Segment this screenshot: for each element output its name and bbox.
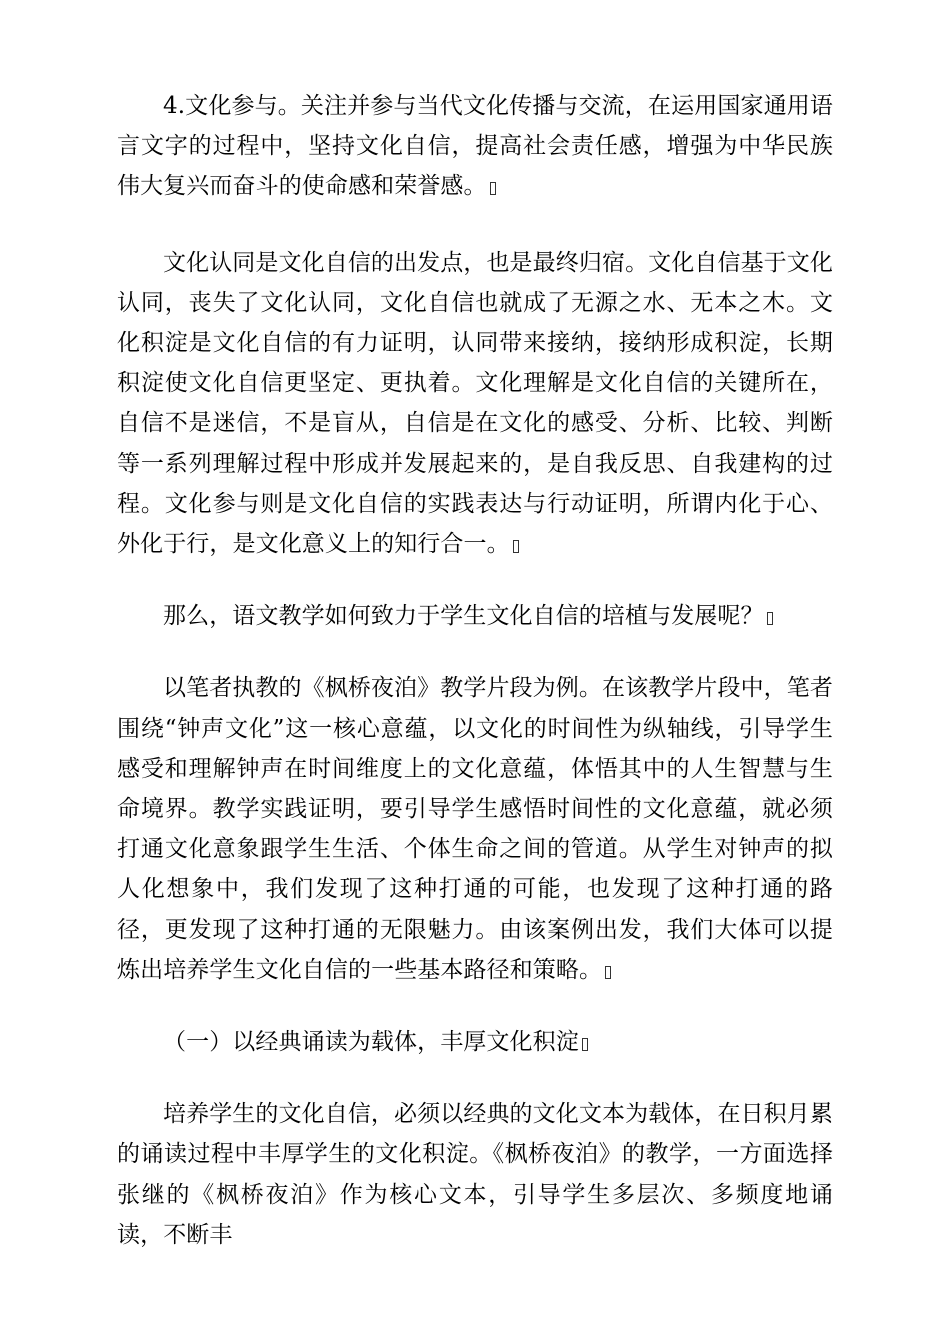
paragraph-teaching-example: 以笔者执教的《枫桥夜泊》教学片段为例。在该教学片段中，笔者围绕“钟声文化”这一核心意蕴，以文化的时间性为纵轴线，引导学生感受和理解钟声在时间维度上的文化意蕴，体悟其中的人生智慧与生命境界。教学实践证明，要引导学生感悟时间性的文化意蕴，就必须打通文化意象跟学生生活、个体生命之间的管道。从学生对钟声的拟人化想象中，我们发现了这种打通的可能，也发现了这种打通的路径，更发现了这种打通的无限魅力。由该案例出发，我们大体可以提炼出培养学生文化自信的一些基本路径和策略。 [117, 675, 833, 983]
paragraph-mark-icon [767, 612, 773, 625]
paragraph-culture-identity: 文化认同是文化自信的出发点，也是最终归宿。文化自信基于文化认同，丧失了文化认同，文化自信也就成了无源之水、无本之木。文化积淀是文化自信的有力证明，认同带来接纳，接纳形成积淀，长期积淀使文化自信更坚定、更执着。文化理解是文化自信的关键所在，自信不是迷信，不是盲从，自信是在文化的感受、分析、比较、判断等一系列理解过程中形成并发展起来的，是自我反思、自我建构的过程。文化参与则是文化自信的实践表达与行动证明，所谓内化于心、外化于行，是文化意义上的知行合一。 [117, 249, 833, 558]
paragraph-classic-reading: 培养学生的文化自信，必须以经典的文化文本为载体，在日积月累的诵读过程中丰厚学生的文化积淀。《枫桥夜泊》的教学，一方面选择张继的《枫桥夜泊》作为核心文本，引导学生多层次、多频度地诵读，不断丰 [117, 1101, 833, 1248]
paragraph-mark-icon [605, 966, 611, 979]
paragraph-culture-participation: 4.文化参与。关注并参与当代文化传播与交流，在运用国家通用语言文字的过程中，坚持文化自信，提高社会责任感，增强为中华民族伟大复兴而奋斗的使命感和荣誉感。 [117, 93, 833, 200]
paragraph-mark-icon [582, 1038, 588, 1051]
paragraph-mark-icon [513, 540, 519, 553]
paragraph-question: 那么，语文教学如何致力于学生文化自信的培植与发展呢？ [117, 596, 833, 636]
section-heading-classic-reading: （一）以经典诵读为载体，丰厚文化积淀 [117, 1022, 833, 1062]
document-page [117, 86, 833, 1255]
paragraph-mark-icon [490, 182, 496, 195]
